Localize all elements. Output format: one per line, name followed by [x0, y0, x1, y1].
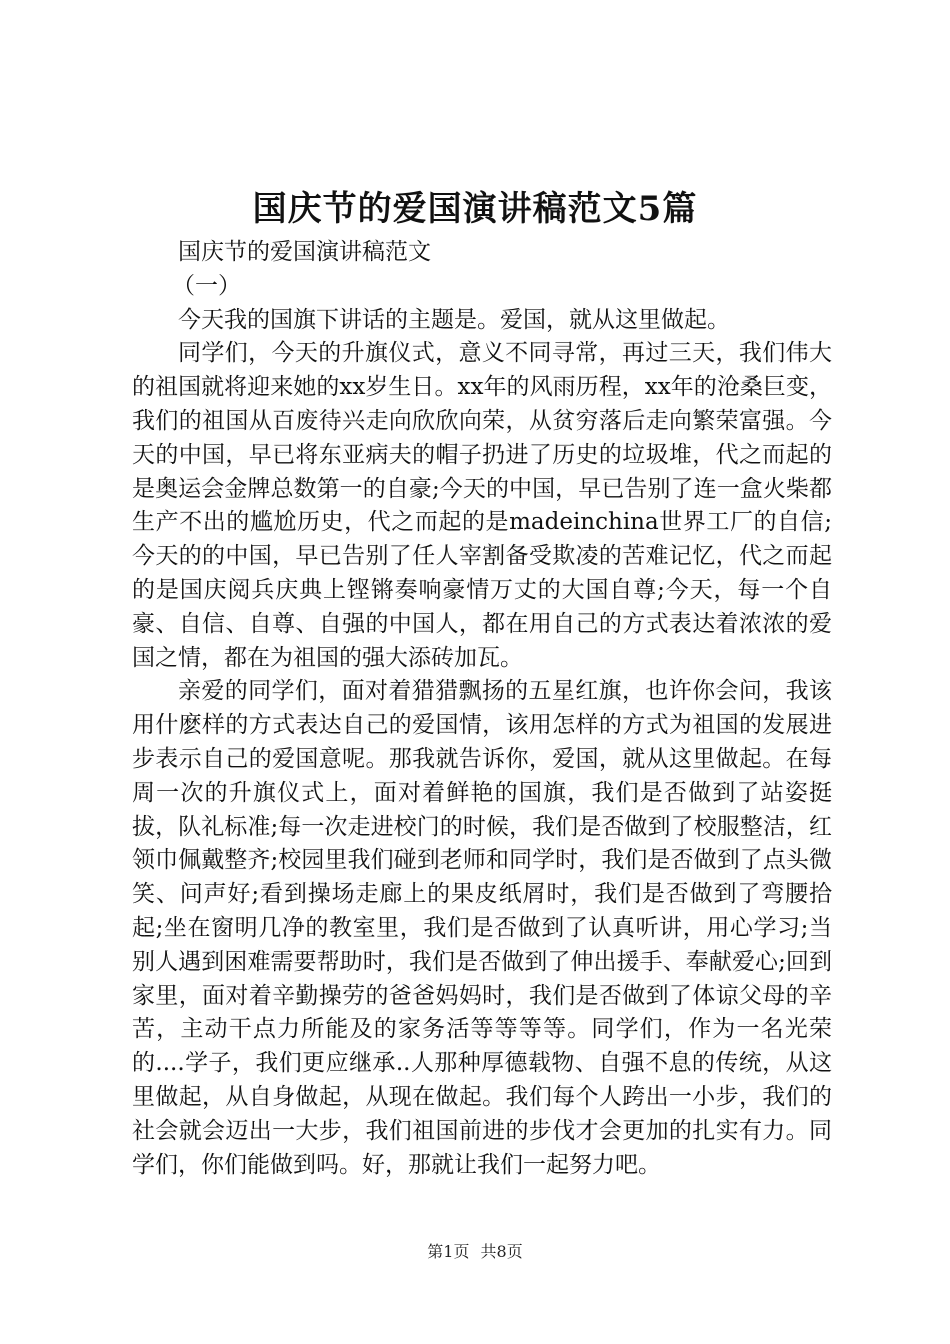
document-subtitle: 国庆节的爱国演讲稿范文 — [178, 239, 431, 265]
page-number: 第1页 — [427, 1242, 470, 1261]
paragraph-3: 亲爱的同学们，面对着猎猎飘扬的五星红旗，也许你会问，我该用什麽样的方式表达自己的爱国情，该用怎样的方式为祖国的发展进步表示自己的爱国意呢。那我就告诉你，爱国，就从这里做起。在每周一次的升旗仪式上，面对着鲜艳的国旗，我们是否做到了站姿挺拔，队礼标准;每一次走进校门的时候，我们是否做到了校服整洁，红领巾佩戴整齐;校园里我们碰到老师和同学时，我们是否做到了点头微笑、问声好;看到操场走廊上的果皮纸屑时，我们是否做到了弯腰拾起;坐在窗明几净的教室里，我们是否做到了认真听讲，用心学习;当别人遇到困难需要帮助时，我们是否做到了伸出援手、奉献爱心;回到家里，面对着辛勤操劳的爸爸妈妈时，我们是否做到了体谅父母的辛苦，主动干点力所能及的家务活等等等等。同学们，作为一名光荣的....学子，我们更应继承..人那种厚德载物、自强不息的传统，从这里做起，从自身做起，从现在做起。我们每个人跨出一小步，我们的社会就会迈出一大步，我们祖国前进的步伐才会更加的扎实有力。同学们，你们能做到吗。好，那就让我们一起努力吧。 — [132, 678, 832, 1178]
document-title: 国庆节的爱国演讲稿范文5篇 — [252, 189, 698, 229]
paragraph-1: 今天我的国旗下讲话的主题是。爱国，就从这里做起。 — [178, 306, 730, 333]
page-footer — [0, 1240, 950, 1264]
section-number: （一） — [172, 272, 241, 299]
paragraph-2: 同学们，今天的升旗仪式，意义不同寻常，再过三天，我们伟大的祖国就将迎来她的xx岁生日。xx年的风雨历程，xx年的沧桑巨变，我们的祖国从百废待兴走向欣欣向荣，从贫穷落后走向繁荣富强。今天的中国，早已将东亚病夫的帽子扔进了历史的垃圾堆，代之而起的是奥运会金牌总数第一的自豪;今天的中国，早已告别了连一盒火柴都生产不出的尴尬历史，代之而起的是madeinchina世界工厂的自信;今天的的中国，早已告别了任人宰割备受欺凌的苦难记忆，代之而起的是国庆阅兵庆典上铿锵奏响豪情万丈的大国自尊;今天，每一个自豪、自信、自尊、自强的中国人，都在用自己的方式表达着浓浓的爱国之情，都在为祖国的强大添砖加瓦。 — [132, 340, 832, 671]
page-total: 共8页 — [480, 1242, 523, 1261]
document-body — [132, 236, 832, 1182]
